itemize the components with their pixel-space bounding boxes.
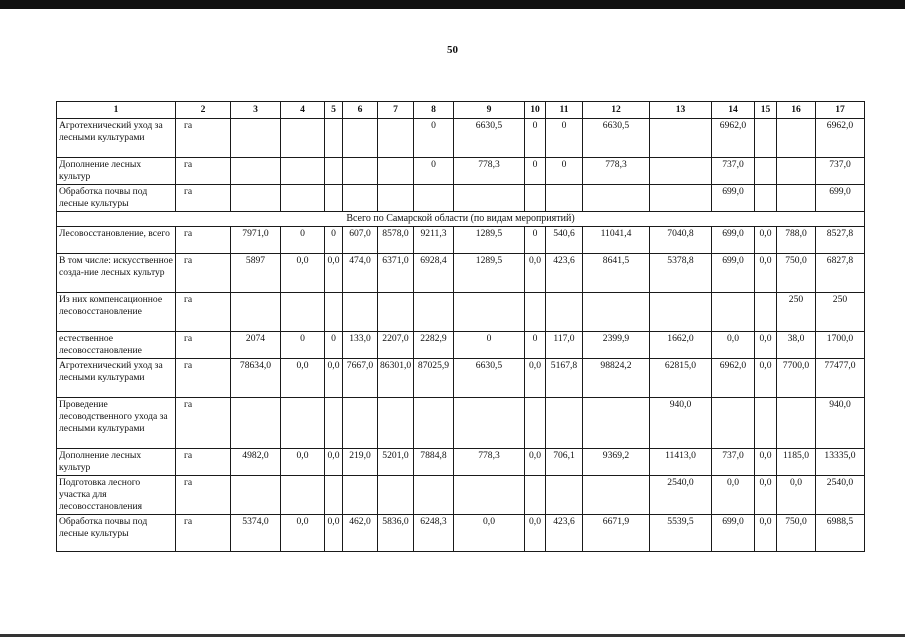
value-cell: 940,0 <box>650 398 712 449</box>
value-cell <box>378 398 414 449</box>
value-cell: 6248,3 <box>414 515 454 552</box>
value-cell <box>546 293 583 332</box>
value-cell: 0 <box>525 332 546 359</box>
value-cell <box>650 293 712 332</box>
column-number: 11 <box>546 102 583 119</box>
value-cell: 0,0 <box>454 515 525 552</box>
value-cell: 6962,0 <box>712 359 755 398</box>
unit-cell: га <box>176 398 231 449</box>
value-cell <box>755 398 777 449</box>
section-title: Всего по Самарской области (по видам мероприятий) <box>57 212 865 227</box>
value-cell <box>755 185 777 212</box>
value-cell <box>777 398 816 449</box>
value-cell: 1185,0 <box>777 449 816 476</box>
value-cell <box>281 119 325 158</box>
bottom-border-line <box>0 634 905 637</box>
header-row <box>57 102 865 119</box>
value-cell <box>454 398 525 449</box>
value-cell: 7971,0 <box>231 227 281 254</box>
value-cell <box>546 185 583 212</box>
value-cell: 117,0 <box>546 332 583 359</box>
value-cell: 77477,0 <box>816 359 865 398</box>
value-cell <box>325 398 343 449</box>
value-cell: 5897 <box>231 254 281 293</box>
value-cell <box>231 293 281 332</box>
column-number: 3 <box>231 102 281 119</box>
value-cell <box>414 398 454 449</box>
value-cell: 737,0 <box>816 158 865 185</box>
value-cell: 0 <box>325 227 343 254</box>
value-cell: 0 <box>414 119 454 158</box>
column-number: 8 <box>414 102 454 119</box>
activity-name: Из них компенсационное лесовосстановление <box>57 293 176 332</box>
value-cell: 1289,5 <box>454 254 525 293</box>
value-cell: 0,0 <box>525 449 546 476</box>
value-cell <box>231 476 281 515</box>
value-cell: 8527,8 <box>816 227 865 254</box>
column-number: 17 <box>816 102 865 119</box>
unit-cell: га <box>176 293 231 332</box>
unit-cell: га <box>176 227 231 254</box>
value-cell: 7700,0 <box>777 359 816 398</box>
value-cell: 0 <box>281 227 325 254</box>
section-row <box>57 212 865 227</box>
value-cell: 706,1 <box>546 449 583 476</box>
value-cell: 7040,8 <box>650 227 712 254</box>
value-cell: 6962,0 <box>816 119 865 158</box>
activity-name: Дополнение лесных культур <box>57 449 176 476</box>
table-row <box>57 449 865 476</box>
value-cell: 5167,8 <box>546 359 583 398</box>
value-cell: 6371,0 <box>378 254 414 293</box>
value-cell <box>777 185 816 212</box>
unit-cell: га <box>176 185 231 212</box>
table-row <box>57 476 865 515</box>
value-cell: 0,0 <box>755 515 777 552</box>
value-cell <box>525 398 546 449</box>
value-cell: 778,3 <box>454 449 525 476</box>
value-cell: 78634,0 <box>231 359 281 398</box>
activity-name: Агротехнический уход за лесными культурами <box>57 119 176 158</box>
value-cell: 13335,0 <box>816 449 865 476</box>
column-number: 16 <box>777 102 816 119</box>
value-cell: 0,0 <box>281 449 325 476</box>
value-cell: 750,0 <box>777 515 816 552</box>
value-cell <box>231 185 281 212</box>
value-cell: 778,3 <box>583 158 650 185</box>
value-cell: 0 <box>325 332 343 359</box>
value-cell: 699,0 <box>712 515 755 552</box>
value-cell: 2540,0 <box>816 476 865 515</box>
value-cell: 0,0 <box>712 332 755 359</box>
value-cell: 1662,0 <box>650 332 712 359</box>
value-cell: 0,0 <box>525 254 546 293</box>
value-cell: 788,0 <box>777 227 816 254</box>
value-cell: 0,0 <box>281 359 325 398</box>
top-border-bar <box>0 0 905 9</box>
value-cell <box>343 476 378 515</box>
value-cell <box>414 476 454 515</box>
column-number: 15 <box>755 102 777 119</box>
value-cell: 0,0 <box>755 476 777 515</box>
value-cell <box>777 158 816 185</box>
value-cell: 2282,9 <box>414 332 454 359</box>
value-cell: 7667,0 <box>343 359 378 398</box>
value-cell <box>343 119 378 158</box>
value-cell: 87025,9 <box>414 359 454 398</box>
column-number: 1 <box>57 102 176 119</box>
value-cell <box>378 476 414 515</box>
column-number: 6 <box>343 102 378 119</box>
forest-restoration-table <box>56 101 865 552</box>
activity-name: Обработка почвы под лесные культуры <box>57 185 176 212</box>
value-cell <box>281 398 325 449</box>
value-cell: 250 <box>816 293 865 332</box>
value-cell: 9211,3 <box>414 227 454 254</box>
value-cell <box>325 158 343 185</box>
value-cell <box>525 476 546 515</box>
value-cell: 11041,4 <box>583 227 650 254</box>
value-cell: 6827,8 <box>816 254 865 293</box>
value-cell <box>231 158 281 185</box>
value-cell <box>281 185 325 212</box>
value-cell: 699,0 <box>712 227 755 254</box>
value-cell: 0,0 <box>325 449 343 476</box>
value-cell: 0,0 <box>712 476 755 515</box>
column-number: 2 <box>176 102 231 119</box>
value-cell: 2074 <box>231 332 281 359</box>
value-cell <box>583 476 650 515</box>
value-cell: 8578,0 <box>378 227 414 254</box>
value-cell <box>378 293 414 332</box>
value-cell <box>583 398 650 449</box>
unit-cell: га <box>176 158 231 185</box>
value-cell: 250 <box>777 293 816 332</box>
value-cell: 699,0 <box>712 254 755 293</box>
value-cell: 0,0 <box>325 359 343 398</box>
table-row <box>57 293 865 332</box>
activity-name: Обработка почвы под лесные культуры <box>57 515 176 552</box>
value-cell: 6962,0 <box>712 119 755 158</box>
unit-cell: га <box>176 359 231 398</box>
column-number: 4 <box>281 102 325 119</box>
value-cell <box>712 398 755 449</box>
value-cell: 5374,0 <box>231 515 281 552</box>
value-cell <box>325 293 343 332</box>
value-cell <box>378 158 414 185</box>
value-cell: 0,0 <box>525 515 546 552</box>
value-cell <box>378 185 414 212</box>
value-cell <box>378 119 414 158</box>
value-cell <box>755 119 777 158</box>
value-cell: 5201,0 <box>378 449 414 476</box>
value-cell: 0,0 <box>281 515 325 552</box>
value-cell: 0,0 <box>777 476 816 515</box>
value-cell <box>650 158 712 185</box>
value-cell <box>454 185 525 212</box>
value-cell <box>525 185 546 212</box>
value-cell: 0,0 <box>755 449 777 476</box>
value-cell: 540,6 <box>546 227 583 254</box>
unit-cell: га <box>176 254 231 293</box>
value-cell <box>583 293 650 332</box>
unit-cell: га <box>176 515 231 552</box>
value-cell: 9369,2 <box>583 449 650 476</box>
activity-name: Агротехнический уход за лесными культурами <box>57 359 176 398</box>
value-cell: 0,0 <box>525 359 546 398</box>
value-cell: 0,0 <box>325 254 343 293</box>
value-cell: 940,0 <box>816 398 865 449</box>
value-cell: 38,0 <box>777 332 816 359</box>
value-cell: 423,6 <box>546 254 583 293</box>
value-cell: 6988,5 <box>816 515 865 552</box>
value-cell <box>343 158 378 185</box>
value-cell: 0 <box>525 119 546 158</box>
value-cell: 6671,9 <box>583 515 650 552</box>
column-number: 10 <box>525 102 546 119</box>
value-cell: 750,0 <box>777 254 816 293</box>
table-row <box>57 398 865 449</box>
value-cell <box>650 119 712 158</box>
table-row <box>57 119 865 158</box>
value-cell: 0 <box>525 227 546 254</box>
value-cell <box>546 398 583 449</box>
value-cell <box>712 293 755 332</box>
value-cell: 778,3 <box>454 158 525 185</box>
value-cell: 5378,8 <box>650 254 712 293</box>
value-cell: 1700,0 <box>816 332 865 359</box>
value-cell <box>343 293 378 332</box>
value-cell <box>281 476 325 515</box>
unit-cell: га <box>176 332 231 359</box>
value-cell: 0,0 <box>755 359 777 398</box>
value-cell: 4982,0 <box>231 449 281 476</box>
value-cell: 462,0 <box>343 515 378 552</box>
column-number: 7 <box>378 102 414 119</box>
page-number: 50 <box>447 44 458 56</box>
unit-cell: га <box>176 476 231 515</box>
value-cell <box>546 476 583 515</box>
value-cell: 0,0 <box>281 254 325 293</box>
value-cell: 0,0 <box>325 515 343 552</box>
table-row <box>57 158 865 185</box>
value-cell <box>281 293 325 332</box>
value-cell: 699,0 <box>712 185 755 212</box>
value-cell: 0 <box>454 332 525 359</box>
value-cell: 6630,5 <box>454 119 525 158</box>
value-cell <box>414 185 454 212</box>
value-cell: 219,0 <box>343 449 378 476</box>
value-cell: 5539,5 <box>650 515 712 552</box>
value-cell: 0,0 <box>755 254 777 293</box>
value-cell <box>650 185 712 212</box>
activity-name: Лесовосстановление, всего <box>57 227 176 254</box>
value-cell: 62815,0 <box>650 359 712 398</box>
unit-cell: га <box>176 119 231 158</box>
column-number: 5 <box>325 102 343 119</box>
activity-name: В том числе: искусственное созда-ние лесных культур <box>57 254 176 293</box>
table-row <box>57 332 865 359</box>
value-cell: 0 <box>281 332 325 359</box>
value-cell: 1289,5 <box>454 227 525 254</box>
table-row <box>57 227 865 254</box>
value-cell: 6928,4 <box>414 254 454 293</box>
value-cell <box>325 476 343 515</box>
value-cell: 0,0 <box>755 227 777 254</box>
value-cell <box>525 293 546 332</box>
value-cell <box>231 398 281 449</box>
value-cell: 6630,5 <box>454 359 525 398</box>
value-cell: 0,0 <box>755 332 777 359</box>
value-cell <box>231 119 281 158</box>
value-cell <box>583 185 650 212</box>
value-cell: 423,6 <box>546 515 583 552</box>
table-row <box>57 359 865 398</box>
column-number: 9 <box>454 102 525 119</box>
value-cell: 0 <box>414 158 454 185</box>
value-cell <box>281 158 325 185</box>
value-cell: 5836,0 <box>378 515 414 552</box>
table-row <box>57 185 865 212</box>
value-cell <box>454 293 525 332</box>
activity-name: Проведение лесоводственного ухода за лесными культурами <box>57 398 176 449</box>
value-cell <box>325 119 343 158</box>
value-cell <box>325 185 343 212</box>
value-cell <box>343 398 378 449</box>
value-cell: 0 <box>546 158 583 185</box>
column-number: 12 <box>583 102 650 119</box>
value-cell: 86301,0 <box>378 359 414 398</box>
table-row <box>57 254 865 293</box>
value-cell <box>343 185 378 212</box>
value-cell: 8641,5 <box>583 254 650 293</box>
value-cell: 2540,0 <box>650 476 712 515</box>
value-cell <box>414 293 454 332</box>
value-cell: 699,0 <box>816 185 865 212</box>
value-cell <box>755 293 777 332</box>
value-cell: 607,0 <box>343 227 378 254</box>
value-cell: 2207,0 <box>378 332 414 359</box>
value-cell: 98824,2 <box>583 359 650 398</box>
column-number: 13 <box>650 102 712 119</box>
activity-name: Дополнение лесных культур <box>57 158 176 185</box>
value-cell: 0 <box>546 119 583 158</box>
activity-name: естественное лесовосстановление <box>57 332 176 359</box>
value-cell: 737,0 <box>712 158 755 185</box>
value-cell <box>454 476 525 515</box>
value-cell: 11413,0 <box>650 449 712 476</box>
value-cell: 7884,8 <box>414 449 454 476</box>
value-cell: 474,0 <box>343 254 378 293</box>
unit-cell: га <box>176 449 231 476</box>
value-cell: 737,0 <box>712 449 755 476</box>
table-row <box>57 515 865 552</box>
value-cell <box>755 158 777 185</box>
column-number: 14 <box>712 102 755 119</box>
value-cell: 2399,9 <box>583 332 650 359</box>
value-cell: 6630,5 <box>583 119 650 158</box>
value-cell: 0 <box>525 158 546 185</box>
value-cell: 133,0 <box>343 332 378 359</box>
activity-name: Подготовка лесного участка для лесовосстановления <box>57 476 176 515</box>
value-cell <box>777 119 816 158</box>
